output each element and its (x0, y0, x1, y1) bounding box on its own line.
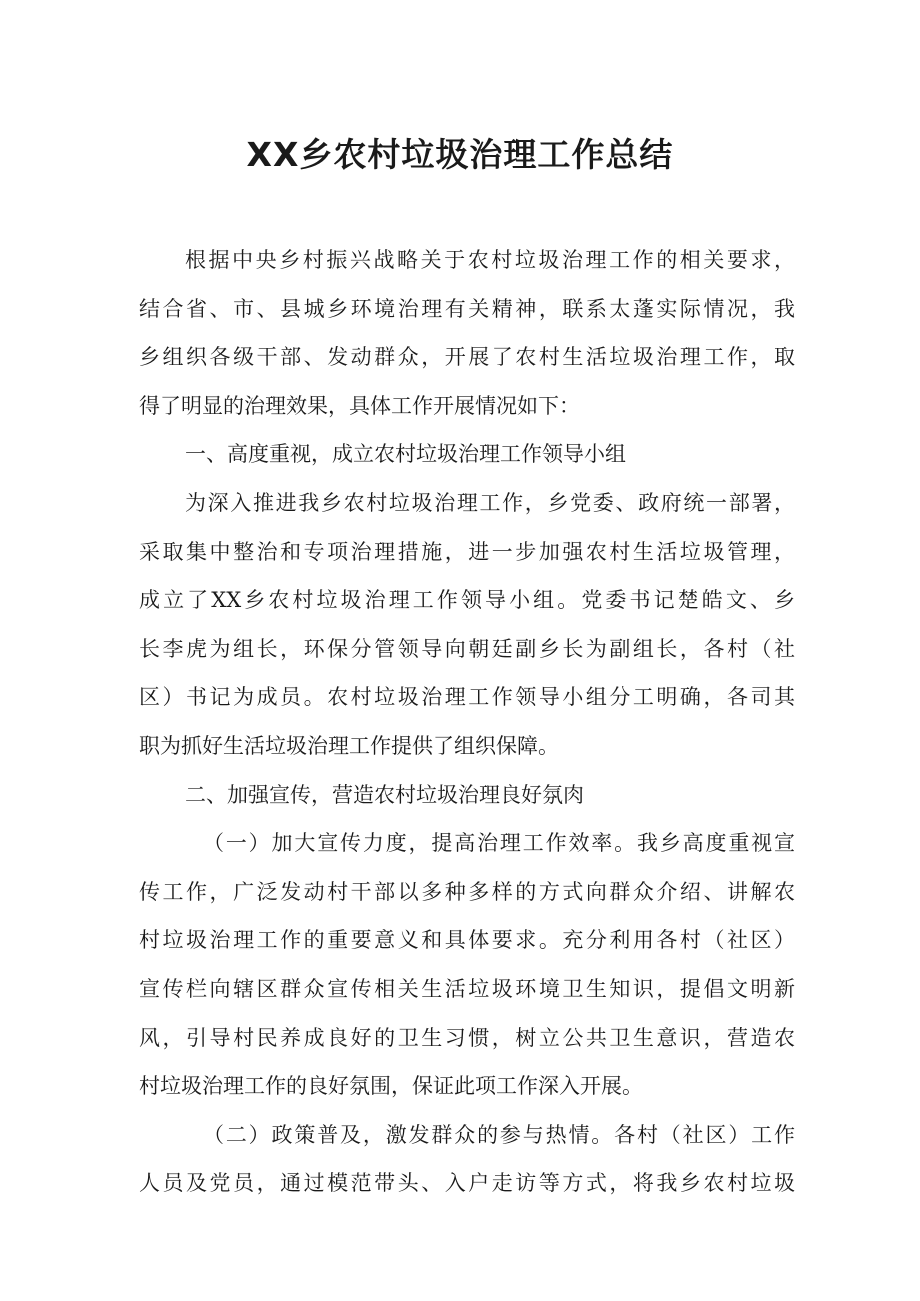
section-heading: 二、加强宣传，营造农村垃圾治理良好氛肉 (185, 782, 584, 807)
paragraph-line: 为深入推进我乡农村垃圾治理工作，乡党委、政府统一部署， (185, 490, 795, 515)
paragraph-line: 乡组织各级干部、发动群众，开展了农村生活垃圾治理工作，取 (139, 345, 795, 370)
paragraph-line: 职为抓好生活垃圾治理工作提供了组织保障。 (139, 733, 559, 758)
paragraph-line: 风，引导村民养成良好的卫生习惯，树立公共卫生意识，营造农 (139, 1025, 795, 1050)
paragraph-line: 人员及党员，通过模范带头、入户走访等方式，将我乡农村垃圾 (139, 1171, 795, 1196)
paragraph-line: 传工作，广泛发动村干部以多种多样的方式向群众介绍、讲解农 (139, 879, 795, 904)
paragraph-line: 村垃圾治理工作的良好氛围，保证此项工作深入开展。 (139, 1074, 643, 1099)
paragraph-line: （二）政策普及，激发群众的参与热情。各村（社区）工作 (203, 1122, 795, 1147)
paragraph-line: 区）书记为成员。农村垃圾治理工作领导小组分工明确，各司其 (139, 685, 795, 710)
document-title: XX乡农村垃圾治理工作总结 (246, 135, 674, 174)
paragraph-line: 采取集中整治和专项治理措施，进一步加强农村生活垃圾管理， (139, 539, 795, 564)
paragraph-line: 成立了XX乡农村垃圾治理工作领导小组。党委书记楚皓文、乡 (139, 588, 795, 613)
paragraph-line: 根据中央乡村振兴战略关于农村垃圾治理工作的相关要求， (185, 248, 795, 272)
section-heading: 一、高度重视，成立农村垃圾治理工作领导小组 (185, 442, 626, 467)
document-body (139, 236, 795, 1208)
paragraph-line: 得了明显的治理效果，具体工作开展情况如下： (139, 393, 580, 418)
paragraph-line: 宣传栏向辖区群众宣传相关生活垃圾环境卫生知识，提倡文明新 (139, 976, 795, 1001)
paragraph-line: 结合省、市、县城乡环境治理有关精神，联系太蓬实际情况，我 (139, 296, 795, 321)
paragraph-line: 长李虎为组长，环保分管领导向朝廷副乡长为副组长，各村（社 (139, 636, 795, 661)
paragraph-line: （一）加大宣传力度，提高治理工作效率。我乡高度重视宣 (203, 831, 795, 856)
paragraph-line: 村垃圾治理工作的重要意义和具体要求。充分利用各村（社区） (139, 928, 795, 953)
